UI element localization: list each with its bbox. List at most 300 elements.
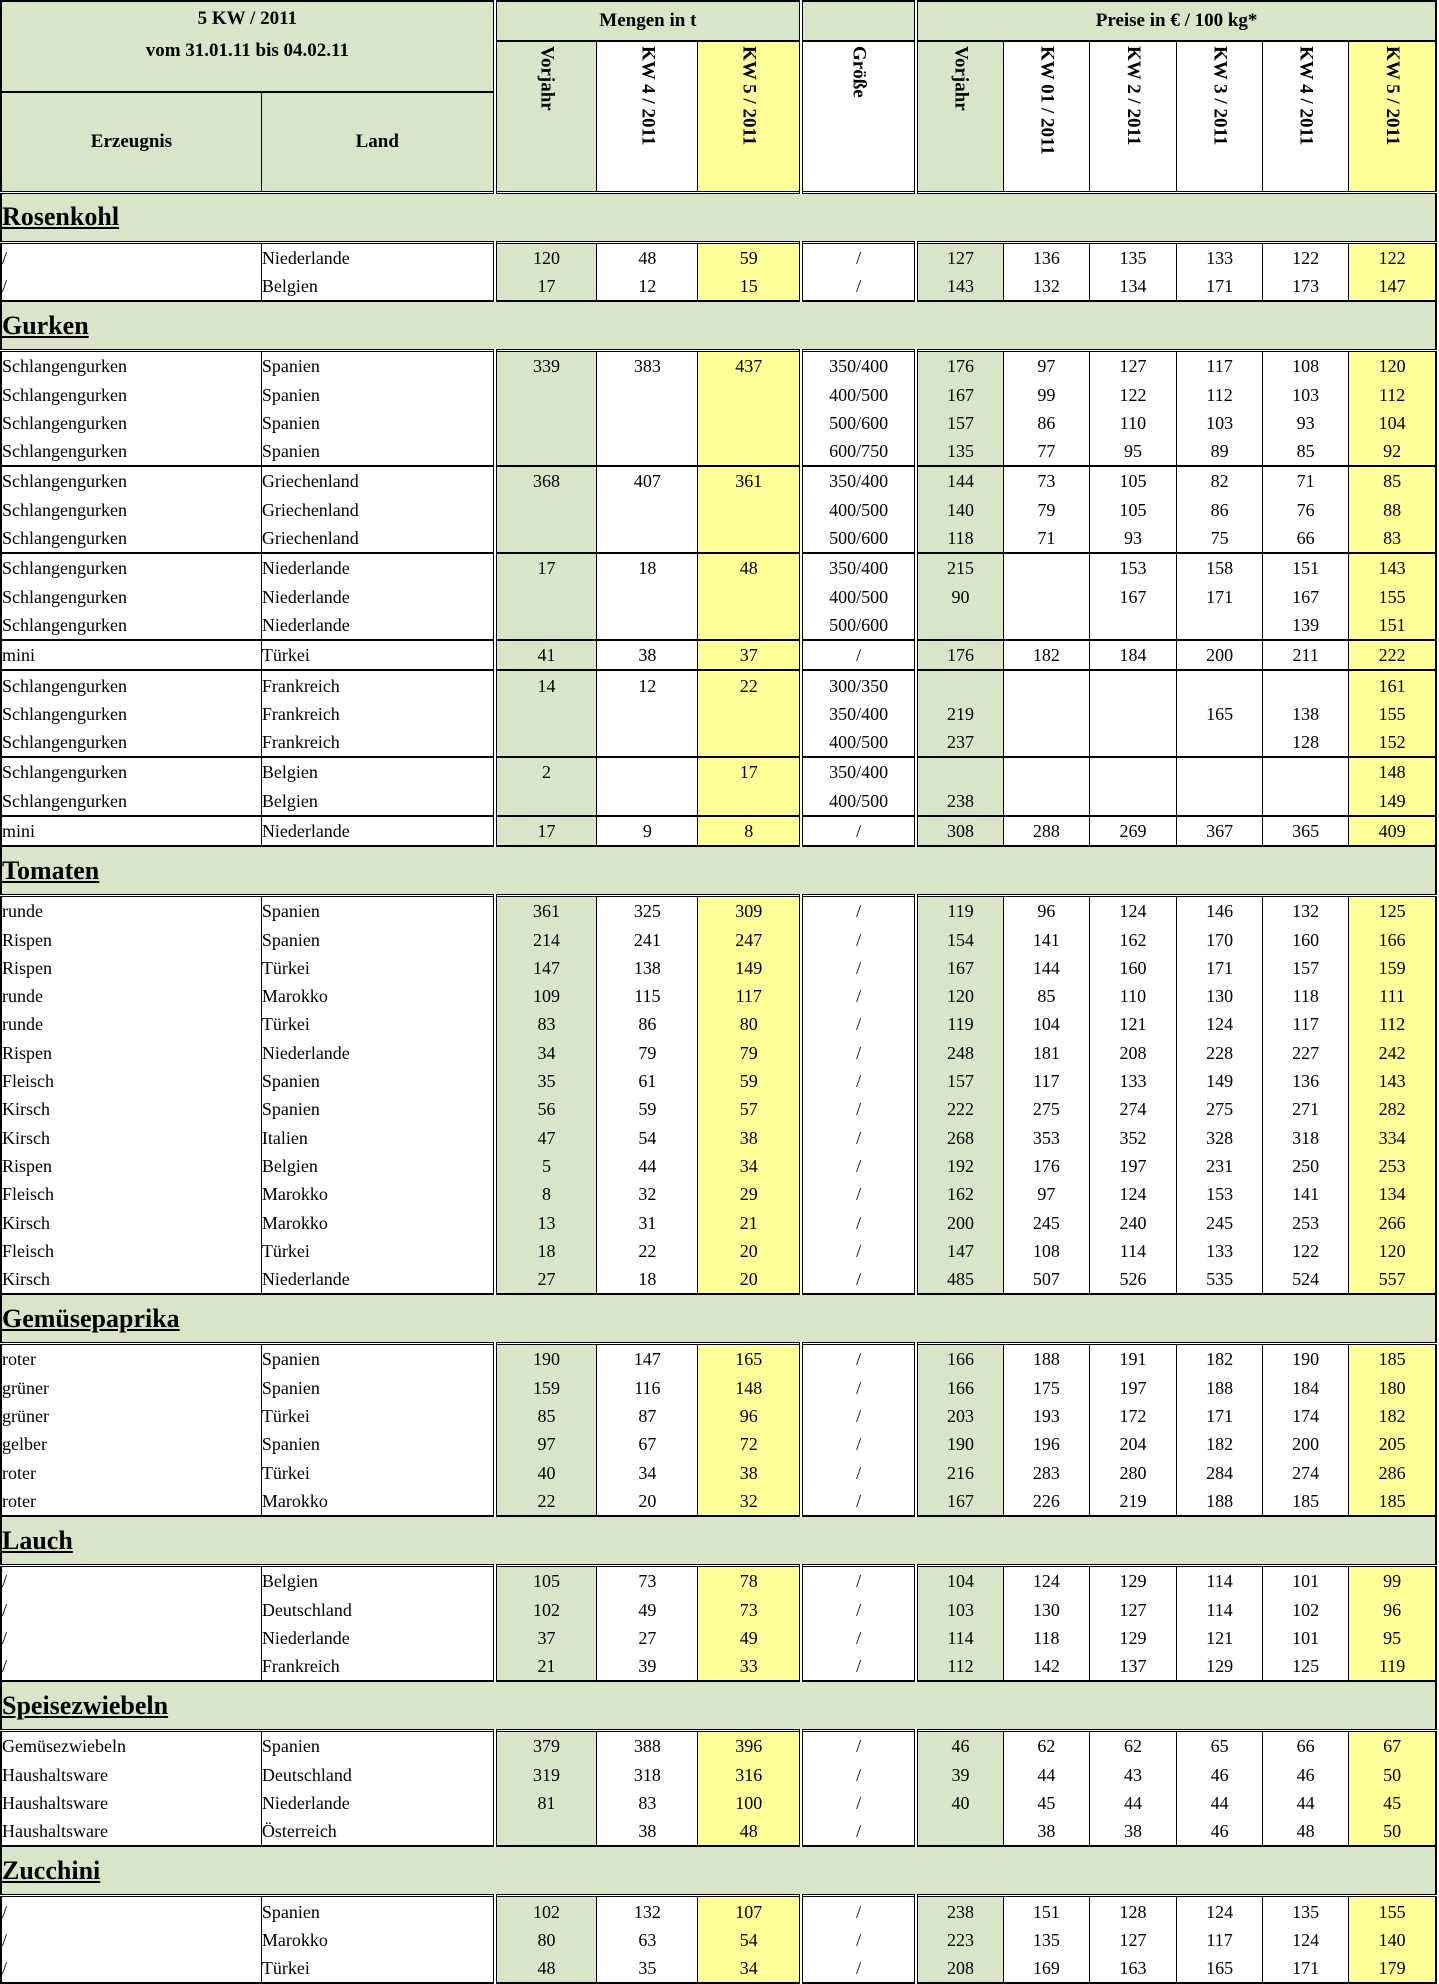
country-cell: Türkei [261,1010,494,1038]
price-cell: 238 [916,1896,1003,1926]
price-cell: 205 [1349,1430,1436,1458]
price-cell [1003,700,1089,728]
size-cell: / [801,1039,916,1067]
product-cell: / [1,1954,261,1983]
size-cell: 350/400 [801,757,916,786]
product-cell: / [1,1926,261,1954]
quantity-cell: 115 [597,982,698,1010]
product-cell: Schlangengurken [1,553,261,582]
quantity-cell: 35 [495,1067,597,1095]
price-cell: 352 [1089,1124,1176,1152]
table-row [1,1430,1436,1458]
price-cell: 219 [1089,1487,1176,1516]
price-cell: 171 [1263,1954,1349,1983]
price-cell: 211 [1263,640,1349,670]
quantity-cell [698,700,801,728]
size-cell: / [801,1237,916,1265]
price-cell: 65 [1177,1731,1263,1761]
quantity-cell: 13 [495,1208,597,1236]
quantity-cell [597,611,698,640]
product-cell: / [1,1896,261,1926]
price-cell: 138 [1263,700,1349,728]
quantity-cell: 37 [698,640,801,670]
price-cell: 328 [1177,1124,1263,1152]
size-cell: / [801,1566,916,1596]
size-cell: / [801,1208,916,1236]
size-cell: 300/350 [801,670,916,699]
quantity-cell: 34 [495,1039,597,1067]
price-cell: 127 [916,242,1003,272]
quantity-cell: 132 [597,1896,698,1926]
price-cell: 101 [1263,1566,1349,1596]
quantity-cell: 17 [698,757,801,786]
quantity-cell: 149 [698,954,801,982]
price-cell: 110 [1089,409,1176,437]
quantity-cell: 48 [698,1817,801,1846]
price-cell: 308 [916,816,1003,846]
price-cell [916,611,1003,640]
table-row [1,1067,1436,1095]
size-cell: / [801,1624,916,1652]
price-cell: 268 [916,1124,1003,1152]
price-cell: 132 [1003,272,1089,301]
quantity-cell: 437 [698,351,801,381]
product-cell: / [1,1595,261,1623]
quantity-cell [495,700,597,728]
product-cell: grüner [1,1402,261,1430]
table-row [1,1180,1436,1208]
quantity-cell [698,582,801,610]
price-cell [1263,670,1349,699]
price-cell [916,1817,1003,1846]
price-cell: 119 [916,1010,1003,1038]
price-cell: 172 [1089,1402,1176,1430]
quantity-cell: 34 [698,1954,801,1983]
price-cell: 190 [916,1430,1003,1458]
size-cell: / [801,1896,916,1926]
quantity-cell: 18 [495,1237,597,1265]
price-cell: 124 [1177,1010,1263,1038]
product-col-header: Erzeugnis [1,92,261,192]
price-cell: 44 [1177,1789,1263,1817]
price-cell: 93 [1263,409,1349,437]
category-row [1,1681,1436,1731]
quantity-cell [698,409,801,437]
price-cell: 182 [1177,1430,1263,1458]
quantity-cell: 17 [495,272,597,301]
price-cell: 160 [1089,954,1176,982]
product-cell: Rispen [1,1152,261,1180]
price-cell: 240 [1089,1208,1176,1236]
size-cell: 350/400 [801,700,916,728]
price-cell: 245 [1177,1208,1263,1236]
table-row [1,437,1436,466]
quantity-cell: 38 [698,1458,801,1486]
product-cell: Rispen [1,954,261,982]
price-cell: 139 [1263,611,1349,640]
country-cell: Italien [261,1124,494,1152]
price-cell: 111 [1349,982,1436,1010]
price-cell [1089,728,1176,757]
product-cell: Fleisch [1,1067,261,1095]
price-cell: 143 [916,272,1003,301]
price-cell: 166 [1349,925,1436,953]
size-cell: 400/500 [801,380,916,408]
quantity-cell [495,787,597,816]
table-row [1,1731,1436,1761]
country-cell: Spanien [261,925,494,953]
price-cell: 141 [1003,925,1089,953]
quantity-cell: 86 [597,1010,698,1038]
table-row [1,409,1436,437]
product-cell: runde [1,896,261,926]
price-cell: 127 [1089,1595,1176,1623]
country-cell: Niederlande [261,816,494,846]
country-cell: Türkei [261,640,494,670]
price-cell: 157 [916,409,1003,437]
table-row [1,757,1436,786]
size-cell: / [801,1010,916,1038]
quantity-cell: 63 [597,1926,698,1954]
quantity-cell: 21 [495,1652,597,1681]
price-cell: 223 [916,1926,1003,1954]
price-cell: 71 [1263,466,1349,495]
price-cell: 208 [916,1954,1003,1983]
country-cell: Griechenland [261,466,494,495]
quantity-cell: 20 [698,1265,801,1294]
qty-col-prev-year: Vorjahr [495,41,597,192]
price-cell [1177,787,1263,816]
table-row [1,1010,1436,1038]
table-row [1,351,1436,381]
price-cell: 188 [1177,1374,1263,1402]
price-cell: 222 [916,1095,1003,1123]
table-row [1,1624,1436,1652]
product-cell: Gemüsezwiebeln [1,1731,261,1761]
price-cell: 155 [1349,1896,1436,1926]
price-cell: 284 [1177,1458,1263,1486]
quantity-cell: 17 [495,816,597,846]
size-cell: / [801,1265,916,1294]
table-row [1,1789,1436,1817]
table-row [1,640,1436,670]
quantity-cell: 214 [495,925,597,953]
quantity-cell [495,582,597,610]
price-cell: 167 [916,1487,1003,1516]
country-cell: Spanien [261,409,494,437]
price-cell: 174 [1263,1402,1349,1430]
price-cell: 283 [1003,1458,1089,1486]
price-cell: 122 [1349,242,1436,272]
table-row [1,1652,1436,1681]
quantity-cell: 87 [597,1402,698,1430]
country-cell: Marokko [261,982,494,1010]
table-row [1,1761,1436,1789]
size-cell: / [801,1458,916,1486]
price-cell: 110 [1089,982,1176,1010]
price-cell: 148 [1349,757,1436,786]
price-cell: 185 [1263,1487,1349,1516]
price-cell: 134 [1349,1180,1436,1208]
price-cell: 46 [916,1731,1003,1761]
country-cell: Türkei [261,954,494,982]
country-cell: Spanien [261,896,494,926]
price-cell: 103 [916,1595,1003,1623]
price-cell: 118 [1263,982,1349,1010]
category-title: Speisezwiebeln [1,1681,1436,1731]
price-cell: 95 [1089,437,1176,466]
country-cell: Frankreich [261,700,494,728]
price-cell: 46 [1177,1761,1263,1789]
price-cell: 163 [1089,1954,1176,1983]
price-cell: 288 [1003,816,1089,846]
price-cell: 166 [916,1374,1003,1402]
price-cell: 227 [1263,1039,1349,1067]
category-title: Tomaten [1,846,1436,896]
price-cell: 253 [1263,1208,1349,1236]
product-cell: mini [1,816,261,846]
quantity-cell: 96 [698,1402,801,1430]
week-header-cell [1,1,495,92]
size-cell: / [801,1595,916,1623]
category-row [1,1846,1436,1896]
quantity-cell: 165 [698,1344,801,1374]
quantity-cell [698,611,801,640]
price-cell: 208 [1089,1039,1176,1067]
table-row [1,611,1436,640]
country-cell: Niederlande [261,1265,494,1294]
product-cell: runde [1,1010,261,1038]
quantity-cell: 72 [698,1430,801,1458]
price-cell: 50 [1349,1817,1436,1846]
price-cell: 121 [1089,1010,1176,1038]
size-cell: 350/400 [801,351,916,381]
quantity-cell: 18 [597,553,698,582]
price-cell: 143 [1349,1067,1436,1095]
price-cell: 176 [916,351,1003,381]
size-cell: / [801,242,916,272]
size-cell: 400/500 [801,728,916,757]
quantity-cell: 14 [495,670,597,699]
price-cell: 173 [1263,272,1349,301]
quantity-cell: 147 [495,954,597,982]
price-cell: 118 [1003,1624,1089,1652]
size-cell: 400/500 [801,582,916,610]
price-cell [1089,757,1176,786]
price-cell: 97 [1003,351,1089,381]
size-cell: / [801,1095,916,1123]
country-cell: Niederlande [261,553,494,582]
quantity-cell: 107 [698,1896,801,1926]
table-row [1,582,1436,610]
price-cell: 99 [1349,1566,1436,1596]
price-cell: 274 [1089,1095,1176,1123]
price-cell: 105 [1089,496,1176,524]
quantity-cell: 33 [698,1652,801,1681]
product-cell: Haushaltsware [1,1817,261,1846]
price-cell: 231 [1177,1152,1263,1180]
quantity-cell: 22 [597,1237,698,1265]
size-cell: / [801,982,916,1010]
size-cell: / [801,1487,916,1516]
price-cell: 114 [1177,1566,1263,1596]
price-cell: 160 [1263,925,1349,953]
table-row [1,466,1436,495]
product-cell: / [1,242,261,272]
quantity-cell [495,496,597,524]
size-cell: 500/600 [801,409,916,437]
quantity-cell: 67 [597,1430,698,1458]
price-cell: 133 [1177,242,1263,272]
table-row [1,1265,1436,1294]
price-cell [1089,787,1176,816]
price-cell: 200 [1263,1430,1349,1458]
price-cell: 409 [1349,816,1436,846]
country-cell: Marokko [261,1487,494,1516]
price-cell: 85 [1003,982,1089,1010]
quantity-cell: 8 [495,1180,597,1208]
price-cell: 191 [1089,1344,1176,1374]
quantity-cell: 49 [698,1624,801,1652]
price-cell: 143 [1349,553,1436,582]
quantity-cell: 59 [597,1095,698,1123]
price-cell: 79 [1003,496,1089,524]
table-row [1,1237,1436,1265]
price-cell: 128 [1089,1896,1176,1926]
quantity-cell [597,582,698,610]
price-cell: 274 [1263,1458,1349,1486]
price-cell: 167 [916,380,1003,408]
price-cell: 104 [1003,1010,1089,1038]
qty-col-kw4: KW 4 / 2011 [597,41,698,192]
price-cell: 124 [1263,1926,1349,1954]
table-row [1,272,1436,301]
price-cell [1089,611,1176,640]
price-cell: 125 [1349,896,1436,926]
price-cell [1003,728,1089,757]
price-cell: 158 [1177,553,1263,582]
country-cell: Belgien [261,1566,494,1596]
price-cell: 120 [1349,351,1436,381]
quantity-cell: 2 [495,757,597,786]
size-cell: / [801,1067,916,1095]
country-cell: Niederlande [261,611,494,640]
price-cell: 38 [1003,1817,1089,1846]
price-cell: 133 [1177,1237,1263,1265]
price-cell: 157 [1263,954,1349,982]
table-row [1,496,1436,524]
table-row [1,1487,1436,1516]
price-cell: 226 [1003,1487,1089,1516]
price-cell: 166 [916,1344,1003,1374]
price-cell: 86 [1177,496,1263,524]
product-cell: mini [1,640,261,670]
size-cell: / [801,896,916,926]
quantity-cell: 102 [495,1896,597,1926]
price-cell: 165 [1177,1954,1263,1983]
country-cell: Spanien [261,1896,494,1926]
country-cell: Belgien [261,757,494,786]
price-cell: 196 [1003,1430,1089,1458]
price-cell: 266 [1349,1208,1436,1236]
price-cell: 275 [1003,1095,1089,1123]
table-row [1,524,1436,553]
price-cell: 176 [916,640,1003,670]
price-cell: 132 [1263,896,1349,926]
category-row [1,1516,1436,1566]
quantity-cell: 361 [698,466,801,495]
table-row [1,1402,1436,1430]
price-cell: 185 [1349,1344,1436,1374]
price-cell: 135 [916,437,1003,466]
price-cell: 112 [1177,380,1263,408]
quantity-cell: 49 [597,1595,698,1623]
quantity-cell: 361 [495,896,597,926]
price-cell: 219 [916,700,1003,728]
price-cell: 101 [1263,1624,1349,1652]
price-cell: 282 [1349,1095,1436,1123]
size-cell: / [801,816,916,846]
quantity-cell: 31 [597,1208,698,1236]
table-row [1,925,1436,953]
price-cell: 66 [1263,524,1349,553]
price-cell [1003,611,1089,640]
quantity-cell: 79 [698,1039,801,1067]
price-cell: 318 [1263,1124,1349,1152]
price-cell: 112 [1349,1010,1436,1038]
table-row [1,1566,1436,1596]
quantity-cell: 59 [698,242,801,272]
price-cell: 155 [1349,582,1436,610]
product-cell: Fleisch [1,1237,261,1265]
quantity-cell: 35 [597,1954,698,1983]
size-cell: / [801,1152,916,1180]
price-cell: 89 [1177,437,1263,466]
price-cell: 149 [1177,1067,1263,1095]
price-cell: 39 [916,1761,1003,1789]
price-cell: 188 [1177,1487,1263,1516]
table-header [1,1,1436,192]
size-cell: / [801,1430,916,1458]
quantity-cell: 80 [495,1926,597,1954]
quantity-cell: 318 [597,1761,698,1789]
price-cell: 193 [1003,1402,1089,1430]
product-cell: Schlangengurken [1,611,261,640]
quantity-cell: 78 [698,1566,801,1596]
price-cell: 159 [1349,954,1436,982]
product-cell: Schlangengurken [1,728,261,757]
price-cell: 90 [916,582,1003,610]
price-cell: 85 [1349,466,1436,495]
price-col-kw3: KW 3 / 2011 [1177,41,1263,192]
quantity-cell: 32 [597,1180,698,1208]
price-cell: 136 [1003,242,1089,272]
quantity-cell: 319 [495,1761,597,1789]
price-cell: 50 [1349,1761,1436,1789]
price-cell: 48 [1263,1817,1349,1846]
price-col-kw01: KW 01 / 2011 [1003,41,1089,192]
quantity-cell: 12 [597,670,698,699]
quantity-cell: 48 [597,242,698,272]
price-cell: 112 [1349,380,1436,408]
table-row [1,1152,1436,1180]
size-cell: 400/500 [801,496,916,524]
price-cell: 44 [1263,1789,1349,1817]
price-cell [1003,553,1089,582]
quantity-cell: 27 [597,1624,698,1652]
quantity-cell: 379 [495,1731,597,1761]
price-cell: 222 [1349,640,1436,670]
